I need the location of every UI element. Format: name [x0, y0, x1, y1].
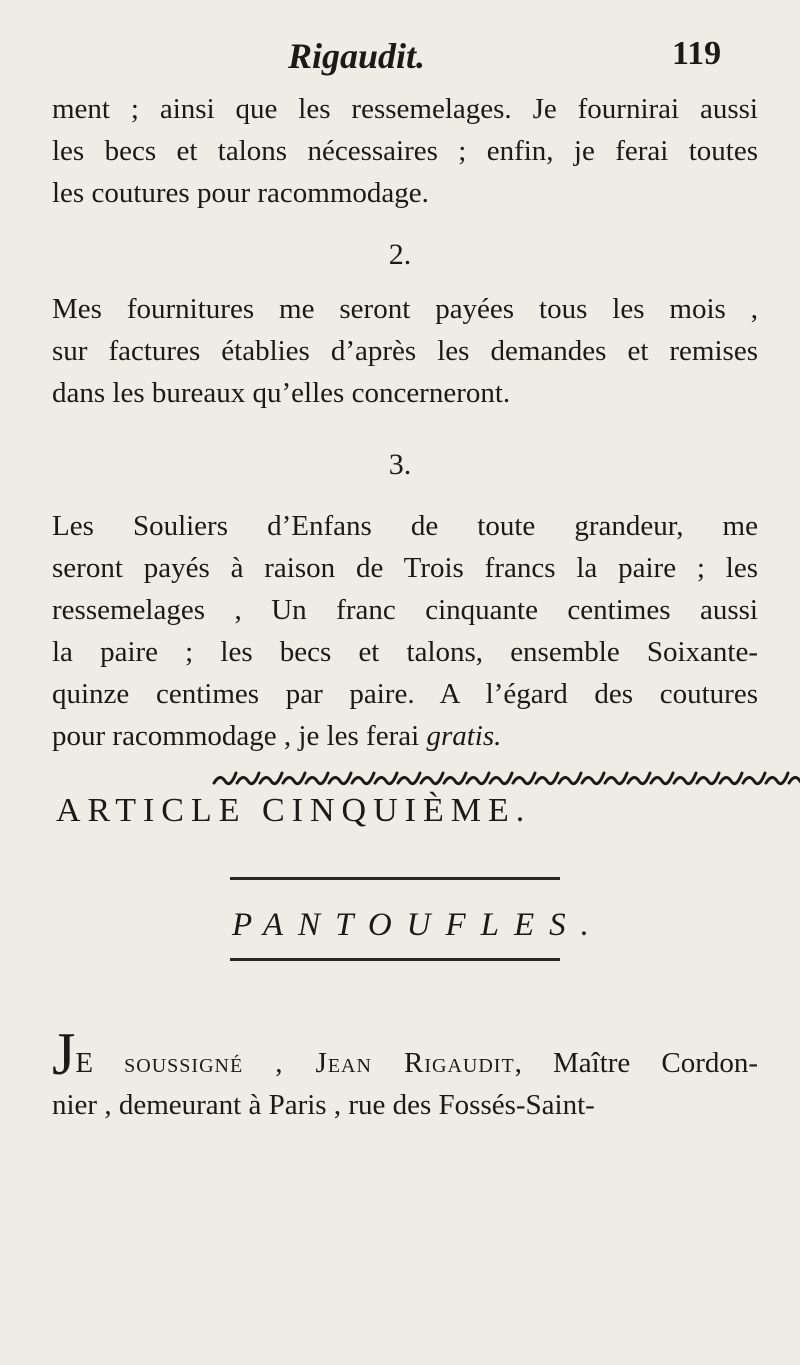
section-number-2: 2.: [388, 238, 412, 271]
ornament-squiggle: [743, 773, 765, 784]
ornament-squiggle: [651, 773, 673, 784]
divider-rule: [230, 877, 560, 880]
smallcaps-run: soussigné , Jean Rigaudit: [124, 1047, 515, 1079]
ornament-squiggle: [214, 773, 236, 784]
ornament-squiggle: [628, 773, 650, 784]
text-line: ment ; ainsi que les ressemelages. Je fournirai aussi: [52, 93, 758, 125]
article-subject: PANTOUFLES.: [232, 907, 604, 943]
ornament-squiggle: [559, 773, 581, 784]
ornament-squiggle: [375, 773, 397, 784]
text-run: E: [75, 1047, 94, 1079]
text-run: , Maître Cordon-: [514, 1047, 759, 1079]
text-line: quinze centimes par paire. A l’égard des coutures: [52, 678, 758, 710]
ornament-squiggle: [674, 773, 696, 784]
ornament-squiggle: [306, 773, 328, 784]
ornament-squiggle: [766, 773, 788, 784]
ornament-squiggle: [605, 773, 627, 784]
drop-cap: J: [52, 1021, 76, 1087]
running-head: Rigaudit.: [288, 36, 426, 76]
ornament-squiggle: [789, 773, 800, 784]
ornament-squiggle: [237, 773, 259, 784]
text-line: nier , demeurant à Paris , rue des Fossés-Saint-: [52, 1089, 595, 1121]
paragraph-continuation: [52, 88, 758, 214]
text-line: sur factures établies d’après les demandes et remises: [52, 335, 758, 367]
paragraph-section-2: [52, 288, 758, 414]
ornament-squiggle: [398, 773, 420, 784]
paragraph-closing: [52, 1021, 759, 1126]
text-line: ressemelages , Un franc cinquante centimes aussi: [52, 594, 758, 626]
text-line: la paire ; les becs et talons, ensemble Soixante-: [52, 636, 758, 668]
text-line: [52, 715, 758, 757]
page-number: 119: [672, 35, 722, 72]
ornament-squiggle: [490, 773, 512, 784]
article-title: ARTICLE CINQUIÈME.: [56, 792, 532, 829]
ornament-squiggle: [421, 773, 443, 784]
ornament-squiggle: [582, 773, 604, 784]
italic-word: gratis.: [426, 720, 502, 752]
section-number-3: 3.: [388, 448, 412, 481]
ornament-squiggle: [536, 773, 558, 784]
text-line: les becs et talons nécessaires ; enfin, je ferai toutes: [52, 135, 758, 167]
text-line: Les Souliers d’Enfans de toute grandeur, me: [52, 510, 758, 542]
text-line: les coutures pour racommodage.: [52, 177, 429, 209]
ornament-squiggle: [283, 773, 305, 784]
ornament-squiggle: [260, 773, 282, 784]
ornament-squiggle: [329, 773, 351, 784]
ornament-squiggle: [513, 773, 535, 784]
ornament-squiggle: [720, 773, 742, 784]
ornament-squiggle: [444, 773, 466, 784]
ornament-squiggle: [352, 773, 374, 784]
text-run: pour racommodage , je les ferai: [52, 720, 427, 752]
page-header: [0, 35, 800, 81]
paragraph-section-3: [52, 505, 758, 757]
text-line: [52, 1021, 759, 1087]
ornament-squiggle: [467, 773, 489, 784]
ornament-squiggle: [697, 773, 719, 784]
ornament-rule: [210, 765, 800, 791]
text-line: seront payés à raison de Trois francs la paire ; les: [52, 552, 758, 584]
text-line: Mes fournitures me seront payées tous les mois ,: [52, 293, 758, 325]
text-line: dans les bureaux qu’elles concerneront.: [52, 377, 511, 409]
divider-rule: [230, 958, 560, 961]
